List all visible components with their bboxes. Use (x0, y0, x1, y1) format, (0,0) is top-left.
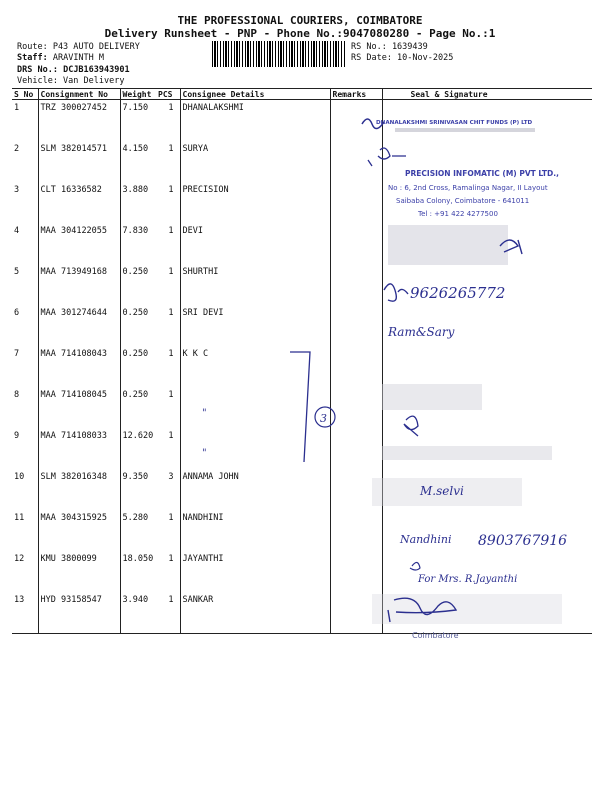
row-seal-signature (382, 182, 592, 223)
row-remarks (330, 469, 382, 510)
row-consignee: SRI DEVI (180, 305, 330, 346)
table-row (12, 264, 592, 305)
staff-value: ARAVINTH M (52, 53, 105, 63)
table-row (12, 510, 592, 551)
row12-handwriting: For Mrs. R.Jayanthi (418, 574, 518, 585)
row3-stamp-line3: Saibaba Colony, Coimbatore - 641011 (396, 197, 530, 205)
row-pcs: 1 (168, 185, 174, 195)
col-header-weight: Weight (120, 89, 156, 100)
row-weight: 0.250 (120, 305, 156, 346)
row8-ditto-mark: " (202, 408, 207, 419)
row-sno: 2 (14, 144, 20, 154)
row-pcs: 1 (168, 308, 174, 318)
row-sno: 5 (14, 267, 20, 277)
row-remarks (330, 510, 382, 551)
row-seal-signature (382, 510, 592, 551)
row-pcs: 1 (168, 431, 174, 441)
row11-name-handwriting: Nandhini (400, 533, 452, 546)
row-remarks (330, 346, 382, 387)
drs-info (17, 65, 130, 75)
row-seal-signature (382, 346, 592, 387)
row-remarks (330, 592, 382, 634)
row-remarks (330, 182, 382, 223)
row-consignment-no: SLM 382014571 (38, 141, 120, 182)
rs-number: RS No.: 1639439 (351, 42, 428, 52)
row-consignee: PRECISION (180, 182, 330, 223)
row-consignment-no: SLM 382016348 (38, 469, 120, 510)
row-consignment-no: HYD 93158547 (38, 592, 120, 634)
row-pcs: 1 (168, 226, 174, 236)
row-weight: 0.250 (120, 346, 156, 387)
col-header-sno: S No (12, 89, 38, 100)
col-header-remarks: Remarks (330, 89, 382, 100)
row-sno: 10 (14, 472, 25, 482)
row-weight: 12.620 (120, 428, 156, 469)
table-row (12, 223, 592, 264)
row-consignee: NANDHINI (180, 510, 330, 551)
row-consignee: JAYANTHI (180, 551, 330, 592)
row-sno: 11 (14, 513, 25, 523)
table-row (12, 305, 592, 346)
row-consignment-no: MAA 301274644 (38, 305, 120, 346)
row-sno: 12 (14, 554, 25, 564)
col-header-consignee: Consignee Details (180, 89, 330, 100)
row-remarks (330, 387, 382, 428)
table-row (12, 592, 592, 634)
runsheet-subtitle: Delivery Runsheet - PNP - Phone No.:9047080280 - Page No.:1 (104, 27, 496, 40)
table-row (12, 346, 592, 387)
row-remarks (330, 305, 382, 346)
row-weight: 7.150 (120, 100, 156, 142)
row-sno: 9 (14, 431, 20, 441)
table-row (12, 551, 592, 592)
row-seal-signature (382, 141, 592, 182)
row13-stamp-text: Coimbatore (412, 631, 459, 640)
row-consignment-no: MAA 714108033 (38, 428, 120, 469)
row-consignee: ANNAMA JOHN (180, 469, 330, 510)
runsheet-table (12, 88, 592, 634)
col-header-seal: Seal & Signature (382, 89, 592, 100)
row-sno: 6 (14, 308, 20, 318)
row10-name-handwriting: M.selvi (420, 484, 464, 498)
row-pcs: 1 (156, 592, 180, 634)
staff-label: Staff: (17, 53, 48, 63)
row-seal-signature (382, 592, 592, 634)
row-consignment-no: CLT 16336582 (38, 182, 120, 223)
row-weight: 7.830 (120, 223, 156, 264)
row-consignee: SURYA (180, 141, 330, 182)
table-row (12, 469, 592, 510)
table-row (12, 387, 592, 428)
row-weight: 3.940 (120, 592, 156, 634)
row6-name-handwriting: Ram&Sary (388, 325, 455, 339)
route-info: Route: P43 AUTO DELIVERY (17, 42, 140, 52)
company-title: THE PROFESSIONAL COURIERS, COIMBATORE (177, 14, 423, 27)
row-consignment-no: MAA 714108045 (38, 387, 120, 428)
row-pcs: 1 (168, 513, 174, 523)
row-remarks (330, 141, 382, 182)
row-consignee: K K C (180, 346, 330, 387)
row-seal-signature (382, 551, 592, 592)
row5-phone-handwriting: 9626265772 (410, 284, 506, 302)
row-consignment-no: MAA 304122055 (38, 223, 120, 264)
row-consignee: DEVI (180, 223, 330, 264)
row-sno: 3 (14, 185, 20, 195)
table-row (12, 428, 592, 469)
col-header-consignment: Consignment No (38, 89, 120, 100)
row-seal-signature (382, 305, 592, 346)
row-sno: 4 (14, 226, 20, 236)
row-remarks (330, 223, 382, 264)
row-consignee: SHURTHI (180, 264, 330, 305)
row3-stamp-line4: Tel : +91 422 4277500 (418, 210, 498, 218)
row11-phone-handwriting: 8903767916 (478, 533, 568, 549)
barcode (212, 41, 346, 67)
row9-ditto-mark: " (202, 448, 207, 459)
vehicle-info: Vehicle: Van Delivery (17, 76, 125, 86)
row-consignment-no: MAA 304315925 (38, 510, 120, 551)
row-weight: 18.050 (120, 551, 156, 592)
row-sno: 8 (14, 390, 20, 400)
row-pcs: 1 (168, 144, 174, 154)
row-consignment-no: TRZ 300027452 (38, 100, 120, 142)
row-pcs: 1 (168, 554, 174, 564)
row-pcs: 1 (168, 390, 174, 400)
row-remarks (330, 264, 382, 305)
row-consignee (180, 428, 330, 469)
row-pcs: 1 (168, 103, 174, 113)
staff-info (17, 53, 104, 63)
drs-label: DRS No.: (17, 65, 58, 75)
row-sno: 1 (14, 103, 20, 113)
row-seal-signature (382, 469, 592, 510)
row-consignee (180, 387, 330, 428)
row-weight: 5.280 (120, 510, 156, 551)
row3-stamp-line2: No : 6, 2nd Cross, Ramalinga Nagar, II Layout (388, 184, 548, 192)
row-pcs: 1 (168, 267, 174, 277)
row-remarks (330, 100, 382, 142)
row-pcs: 3 (168, 472, 174, 482)
row-consignee: DHANALAKSHMI (180, 100, 330, 142)
table-row (12, 100, 592, 142)
row-consignment-no: MAA 714108043 (38, 346, 120, 387)
row-weight: 0.250 (120, 264, 156, 305)
col-header-pcs: PCS (156, 89, 180, 100)
row-weight: 0.250 (120, 387, 156, 428)
row1-stamp-text: DHANALAKSHMI SRINIVASAN CHIT FUNDS (P) LTD (376, 120, 533, 126)
row-weight: 4.150 (120, 141, 156, 182)
row-consignment-no: KMU 3800099 (38, 551, 120, 592)
table-header-row (12, 89, 592, 100)
row-remarks (330, 428, 382, 469)
row3-stamp-line1: PRECISION INFOMATIC (M) PVT LTD., (405, 169, 559, 178)
row-weight: 9.350 (120, 469, 156, 510)
row-sno: 13 (12, 592, 38, 634)
row-seal-signature (382, 264, 592, 305)
row-pcs: 1 (168, 349, 174, 359)
row-consignee: SANKAR (180, 592, 330, 634)
row-seal-signature (382, 100, 592, 142)
row-remarks (330, 551, 382, 592)
row-seal-signature (382, 428, 592, 469)
count-circle-number: 3 (320, 412, 327, 425)
table-row (12, 141, 592, 182)
table-row (12, 182, 592, 223)
drs-value: DCJB163943901 (63, 65, 130, 75)
row-seal-signature (382, 387, 592, 428)
row-weight: 3.880 (120, 182, 156, 223)
row-consignment-no: MAA 713949168 (38, 264, 120, 305)
row-seal-signature (382, 223, 592, 264)
rs-date: RS Date: 10-Nov-2025 (351, 53, 454, 63)
row-sno: 7 (14, 349, 20, 359)
